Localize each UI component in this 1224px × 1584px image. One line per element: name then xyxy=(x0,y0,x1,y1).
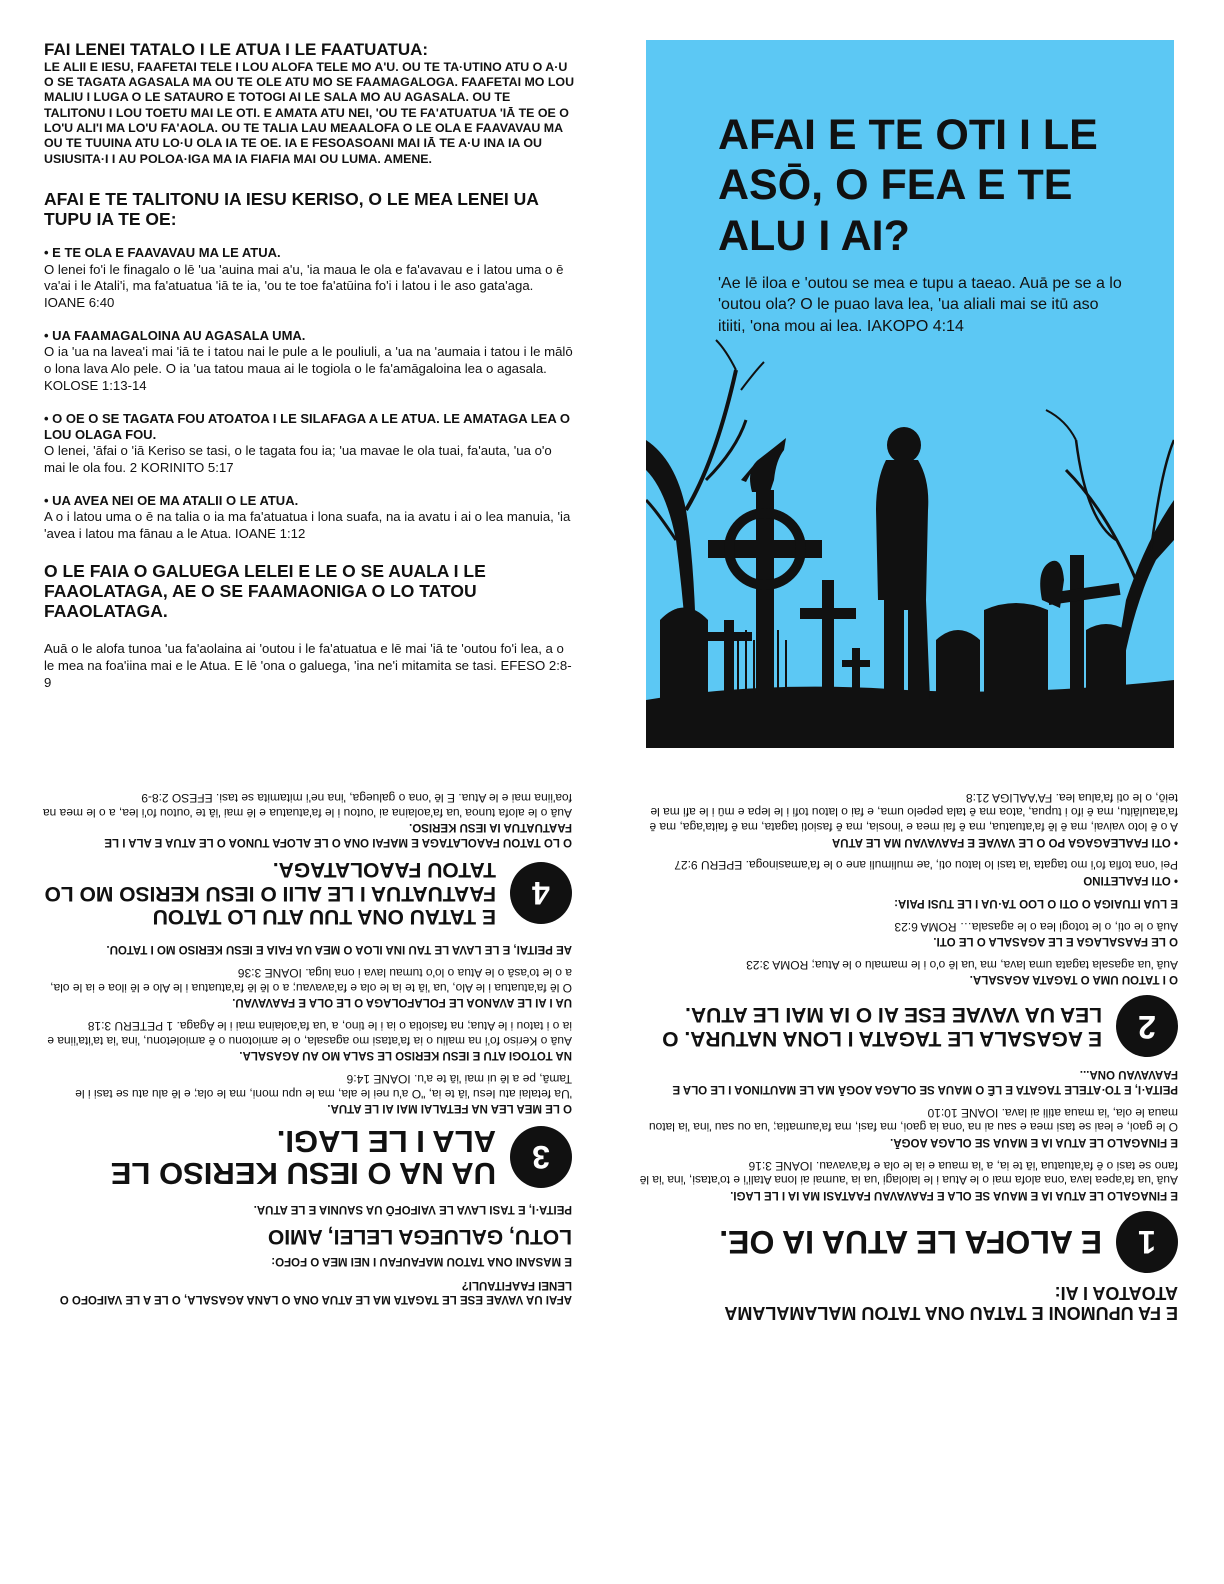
step3-sub-title: NA TOTOGI ATU E IESU KERISO LE SALA MO AU AGASALA. xyxy=(239,1049,572,1062)
step2-intro: PEITA·I, E TO·ATELE TAGATA E LĒ O MAUA SE OLAGA AOGĀ MA LE MAUTINOA I LE OLA E FAAVAVAU ONA... xyxy=(672,1068,1178,1095)
panel-steps-3-4 xyxy=(42,790,572,1560)
believe-item xyxy=(44,493,574,543)
step3-but: PEITA·I, E TASI LAVA LE VAIFOFŌ UA SAUNIA E LE ATUA. xyxy=(253,1202,572,1215)
step3-alternatives: LOTU, GALUEGA LELEI, AMIO xyxy=(267,1225,572,1249)
step1-heading: E ALOFA LE ATUA IA OE. xyxy=(719,1224,1102,1261)
poster-verse: 'Ae lē iloa e 'outou se mea e tupu a taeao. Auā pe se a lo 'outou ola? O le puao lava lea, 'ua aliali mai se itū aso itiiti, 'ona mou ai lea. IAKOPO 4:14 xyxy=(718,275,1122,335)
works-text: Auā o le alofa tunoa 'ua fa'aolaina ai 'outou i le fa'atuatua e lē mai 'iā te 'outou fo'i lea, a o le mea na foa'iina mai e le Atua. E lē 'ona o galuega, 'ina ne'i mitamita se tasi. EFESO 2:8-9 xyxy=(44,641,572,691)
step4-heading: E TATAU ONA TUU ATU LO TATOU FAATUATUA I LE ALII O IESU KERISO MO LO TATOU FAAOLATAGA. xyxy=(44,858,496,929)
believe-item xyxy=(44,328,574,395)
step2-sub-text: Auā o le oti, o le totogi lea o le agasala… ROMA 6:23 xyxy=(894,919,1178,934)
believe-item-text: O ia 'ua na lavea'i mai 'iā te i tatou nai le pule a le pouliuli, a 'ua na 'aumaia i tatou i le mālō o lona lava Alo pele. O ia 'ua tatou maua ai le togiola o le fa'amāgaloina lea o agasala. KOLOSE 1:13-14 xyxy=(44,344,573,394)
step4-header xyxy=(42,858,572,929)
step2-bullet-title: • OTI FAALEAGAGA PO O LE VAVAE E FAAVAVAU MA LE ATUA xyxy=(831,835,1178,848)
step2-bullet-title: • OTI FAALETINO xyxy=(1083,873,1178,886)
step2-sub-text: Auā 'ua agasala tagata uma lava, ma 'ua lē o'o i le mamalu o le Atua; ROMA 3:23 xyxy=(746,957,1178,972)
poster-title: AFAI E TE OTI I LE ASŌ, O FEA E TE ALU I AI? xyxy=(718,111,1098,260)
step3-sub-text: Auā o Keriso fo'i na maliu o ia fa'atasi mo agasala, o le amiotonu o ē amioletonu, 'ina 'ia ta'ita'iina e ia o i tatou i le Atua; na fasiotia o ia i le tino, a 'ua fa'aolaina mai i le Agaga. 1 PETERU 3:18 xyxy=(47,1019,572,1049)
prayer-heading: FAI LENEI TATALO I LE ATUA I LE FAATUATUA: xyxy=(44,40,429,59)
step1-number-badge: 1 xyxy=(1116,1211,1178,1273)
step4-sub-text: Auā o le alofa tunoa 'ua fa'aolaina ai 'outou i le fa'atuatua e lē mai 'iā te 'outou fo'i lea, a o le mea na foa'iina mai e le Atua. E lē 'ona o galuega, 'ina ne'i mitamita se tasi. EFESO 2:8-9 xyxy=(42,791,572,821)
believe-item-title: • O OE O SE TAGATA FOU ATOATOA I LE SILAFAGA A LE ATUA. LE AMATAGA LEA O LOU OLAGA FOU. xyxy=(44,410,570,443)
step3-number-badge: 3 xyxy=(510,1126,572,1188)
step3-question: AFAI UA VAVAE ESE LE TAGATA MA LE ATUA ONA O LANA AGASALA, O LE A LE VAIFOFO O LENEI FAAFITAULI? xyxy=(59,1278,572,1305)
step2-bullet-text: Pei 'ona tofia fo'i mo tagata 'ia tasi lo latou oti, 'ae mulimuli ane o le fa'amasinoga. EPERU 9:27 xyxy=(674,858,1178,873)
panel-steps-1-2 xyxy=(638,790,1178,1560)
step3-common-ideas: E MASANI ONA TATOU MAFAUFAU I NEI MEA O FOFO: xyxy=(271,1255,572,1268)
step3-sub-text: O lē fa'atuatua i le Alo, 'ua 'iā te ia le ola e fa'avavau; a o lē lē fa'atuatua i le Alo e lē iloa e ia le ola, a o le to'asā o le Atua o lo'o tumau lava i ona luga. IOANE 3:36 xyxy=(50,966,572,996)
believe-item-title: • UA AVEA NEI OE MA ATALII O LE ATUA. xyxy=(44,492,299,508)
step3-heading: UA NA O IESU KERISO LE ALA I LE LAGI. xyxy=(110,1123,496,1192)
step1-sub-text: O le gaoi, e leai se tasi mea e sau ai na 'ona ia gaoi, ma fasi, ma fa'aumatia; 'ua ou sau 'ina 'ia latou maua le ola, 'ia maua atili ai lava. IOANE 10:10 xyxy=(648,1105,1178,1135)
step1-sub-text: Auā 'ua fa'apea lava 'ona alofa mai o le Atua i le lalolagi 'ua ia 'aumai ai lona Atali'i e to'atasi, 'ina 'ia lē fano se tasi o ē fa'atuatua 'iā te ia, a 'ia maua e ia le ola e fa'avavau. IOANE 3:16 xyxy=(639,1158,1178,1188)
believe-item-title: • UA FAAMAGALOINA AU AGASALA UMA. xyxy=(44,328,306,344)
step3-sub-title: UA I AI LE AVANOA LE FOLAFOLAGA O LE OLA E FAAVAVAU. xyxy=(232,996,572,1009)
step3-sub-title: O LE MEA LEA NA FETALAI MAI AI LE ATUA. xyxy=(327,1102,572,1115)
step3-header xyxy=(42,1123,572,1192)
step2-heading: E AGASALA LE TAGATA I LONA NATURA. O LEA UA VAVAE ESE AI O IA MAI LE ATUA. xyxy=(662,1003,1102,1050)
believe-item-text: O lenei, 'āfai o 'iā Keriso se tasi, o le tagata fou ia; 'ua mavae le ola tuai, fa'auta, 'ua o'o mai le ola fou. 2 KORINITO 5:17 xyxy=(44,443,552,476)
believe-item-text: O lenei fo'i le finagalo o lē 'ua 'auina mai a'u, 'ia maua le ola e fa'avavau e i latou uma o ē va'ai i le Atali'i, ma fa'atuatua 'iā te ia, 'ou te toe fa'atūina fo'i i latou i le aso gata'aga. IOANE 6:40 xyxy=(44,261,564,311)
step4-number-badge: 4 xyxy=(510,862,572,924)
step2-bullet-text: A o ē loto vaivai, ma ē lē fa'atuatua, ma ē fai mea e 'inosia, ma ē fasioti tagata, ma ē faita'aga, ma ē fa'ataulāitu, ma ē ifo i tupua, 'atoa ma ē tala pepelo uma, e fai o latou tofi i le lepa e mū i le afi ma le teiō, o le oti fa'alua lea. FA'AALIGA 21:8 xyxy=(649,790,1178,835)
step3-after: AE PEITAI, E LE LAVA LE TAU INA ILOA O MEA UA FAIA E IESU KERISO MO I TATOU. xyxy=(106,943,572,956)
step1-header xyxy=(638,1211,1178,1273)
panel-prayer xyxy=(44,40,574,692)
step2-number-badge: 2 xyxy=(1116,995,1178,1057)
believe-item-text: A o i latou uma o ē na talia o ia ma fa'atuatua i lona suafa, na ia avatu i ai o lea manuia, 'ia 'avea i latou ma fānau a le Atua. IOANE 1:12 xyxy=(44,509,571,541)
poster xyxy=(646,40,1174,748)
believe-item-title: • E TE OLA E FAAVAVAU MA LE ATUA. xyxy=(44,245,281,261)
step4-sub-title: O LO TATOU FAAOLATAGA E MAFAI ONA O LE ALOFA TUNOA O LE ATUA E ALA I LE FAATUATUA IA IESU KERISO. xyxy=(104,821,572,848)
step1-intro: E FA UPUMONI E TATAU ONA TATOU MALAMALAMA ATOATOA I AI: xyxy=(725,1282,1178,1323)
step2-sub-title: O LE FAASALAGA E LE AGASALA O LE OTI. xyxy=(933,935,1178,948)
prayer-text: LE ALII E IESU, FAAFETAI TELE I LOU ALOFA TELE MO A'U. OU TE TA·UTINO ATU O A·U O SE TAGATA AGASALA MA OU TE OLE ATU MO SE FAAMAGALOGA. FAAFETAI MO LOU MALIU I LUGA O LE SATAURO E TOTOGI AI LE SALA MO AU AGASALA. OU TE TALITONU I LOU TOETU MAI LE OTI. E AMATA ATU NEI, 'OU TE FA'ATUATUA 'IĀ TE OE O LO'U ALI'I MA LO'U FA'AOLA. OU TE TALIA LAU MEAALOFA O LE OLA E FAAVAVAU MA OU TE TUUINA ATU LO·U OLA IA TE OE. IA E FESOASOANI MAI IĀ TE A·U INA IA OU USIUSITA·I I AU POLOA·IGA MA IA FIAFIA MAI OU LUMA. AMENE. xyxy=(44,59,575,166)
believe-item xyxy=(44,245,574,312)
step2-header xyxy=(638,995,1178,1057)
step3-sub-text: 'Ua fetalai atu Iesu 'iā te ia, "O a'u nei le ala, ma le upu moni, ma le ola; e lē alu atu se tasi i le Tamā, pe a lē ui mai 'iā te a'u. IOANE 14:6 xyxy=(75,1072,572,1102)
step1-sub-title: E FINAGALO LE ATUA IA E MAUA SE OLAGA AOGĀ. xyxy=(890,1135,1178,1148)
works-heading: O LE FAIA O GALUEGA LELEI E LE O SE AUALA I LE FAAOLATAGA, AE O SE FAAMAONIGA O LO TATOU FAAOLATAGA. xyxy=(44,560,486,622)
believe-item xyxy=(44,411,574,477)
step2-sub-title: O I TATOU UMA O TAGATA AGASALA. xyxy=(969,973,1178,986)
step1-sub-title: E FINAGALO LE ATUA IA E MAUA SE OLA E FAAVAVAU FAATASI MA IA I LE LAGI. xyxy=(730,1188,1178,1201)
step2-sub-title: E LUA ITUAIGA O OTI O LOO TA·UA I LE TUSI PAIA: xyxy=(894,896,1178,909)
believe-heading: AFAI E TE TALITONU IA IESU KERISO, O LE MEA LENEI UA TUPU IA TE OE: xyxy=(44,189,539,230)
